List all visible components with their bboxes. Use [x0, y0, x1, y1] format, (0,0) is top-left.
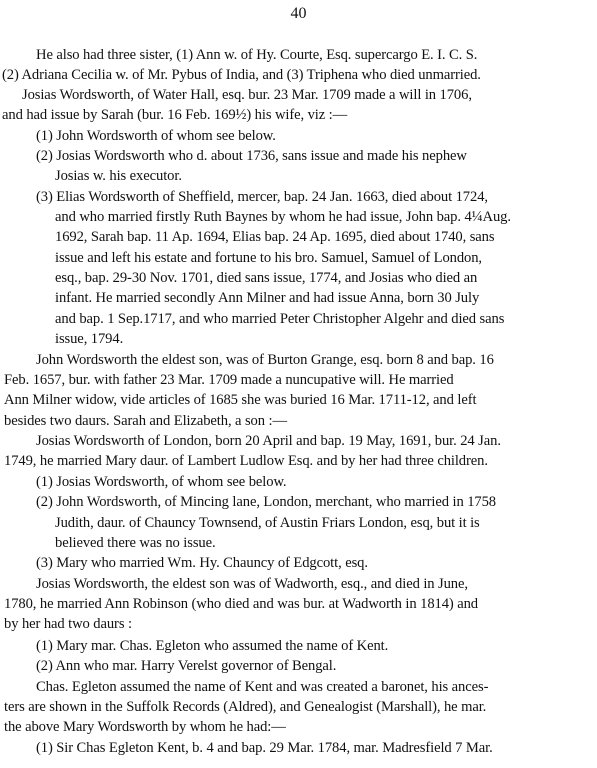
- text-line: (2) Adriana Cecilia w. of Mr. Pybus of India, and (3) Triphena who died unmarried.: [2, 67, 481, 83]
- text-line: (1) Josias Wordsworth, of whom see below.: [36, 474, 287, 490]
- text-line: He also had three sister, (1) Ann w. of Hy. Courte, Esq. supercargo E. I. C. S.: [36, 47, 478, 63]
- text-line: 1749, he married Mary daur. of Lambert Ludlow Esq. and by her had three children.: [4, 453, 488, 469]
- text-line: (1) Sir Chas Egleton Kent, b. 4 and bap. 29 Mar. 1784, mar. Madresfield 7 Mar.: [36, 740, 493, 756]
- text-line: ters are shown in the Suffolk Records (Aldred), and Genealogist (Marshall), he mar.: [4, 699, 487, 715]
- text-line: Chas. Egleton assumed the name of Kent and was created a baronet, his ances-: [36, 679, 489, 695]
- text-line: and bap. 1 Sep.1717, and who married Peter Christopher Algehr and died sans: [55, 311, 505, 327]
- text-line: 1692, Sarah bap. 11 Ap. 1694, Elias bap. 24 Ap. 1695, died about 1740, sans: [55, 229, 495, 245]
- text-line: besides two daurs. Sarah and Elizabeth, a son :—: [4, 413, 287, 429]
- text-line: (3) Mary who married Wm. Hy. Chauncy of Edgcott, esq.: [36, 555, 368, 571]
- text-line: infant. He married secondly Ann Milner and had issue Anna, born 30 July: [55, 290, 480, 306]
- text-line: and had issue by Sarah (bur. 16 Feb. 169½) his wife, viz :—: [2, 107, 348, 123]
- text-line: Josias Wordsworth, the eldest son was of Wadworth, esq., and died in June,: [36, 576, 468, 592]
- text-line: by her had two daurs :: [4, 616, 132, 632]
- text-line: issue, 1794.: [55, 331, 124, 347]
- text-line: (3) Elias Wordsworth of Sheffield, mercer, bap. 24 Jan. 1663, died about 1724,: [36, 189, 488, 205]
- text-line: (1) Mary mar. Chas. Egleton who assumed the name of Kent.: [36, 638, 389, 654]
- text-line: (2) John Wordsworth, of Mincing lane, London, merchant, who married in 1758: [36, 494, 496, 510]
- text-line: Feb. 1657, bur. with father 23 Mar. 1709 made a nuncupative will. He married: [4, 372, 454, 388]
- text-line: Josias Wordsworth of London, born 20 April and bap. 19 May, 1691, bur. 24 Jan.: [36, 433, 501, 449]
- text-line: John Wordsworth the eldest son, was of Burton Grange, esq. born 8 and bap. 16: [36, 352, 494, 368]
- text-line: Ann Milner widow, vide articles of 1685 she was buried 16 Mar. 1711-12, and left: [4, 392, 477, 408]
- text-line: believed there was no issue.: [55, 535, 216, 551]
- text-line: Josias w. his executor.: [55, 168, 182, 184]
- text-line: (2) Ann who mar. Harry Verelst governor of Bengal.: [36, 658, 337, 674]
- text-line: (2) Josias Wordsworth who d. about 1736, sans issue and made his nephew: [36, 148, 467, 164]
- text-line: 1780, he married Ann Robinson (who died and was bur. at Wadworth in 1814) and: [4, 596, 478, 612]
- text-line: the above Mary Wordsworth by whom he had:—: [4, 719, 286, 735]
- page-number: 40: [290, 5, 307, 22]
- text-line: and who married firstly Ruth Baynes by whom he had issue, John bap. 4¼Aug.: [55, 209, 511, 225]
- text-line: Josias Wordsworth, of Water Hall, esq. bur. 23 Mar. 1709 made a will in 1706,: [22, 87, 472, 103]
- text-line: issue and left his estate and fortune to his bro. Samuel, Samuel of London,: [55, 250, 482, 266]
- text-line: (1) John Wordsworth of whom see below.: [36, 128, 276, 144]
- text-line: Judith, daur. of Chauncy Townsend, of Austin Friars London, esq, but it is: [55, 515, 480, 531]
- text-line: esq., bap. 29-30 Nov. 1701, died sans issue, 1774, and Josias who died an: [55, 270, 478, 286]
